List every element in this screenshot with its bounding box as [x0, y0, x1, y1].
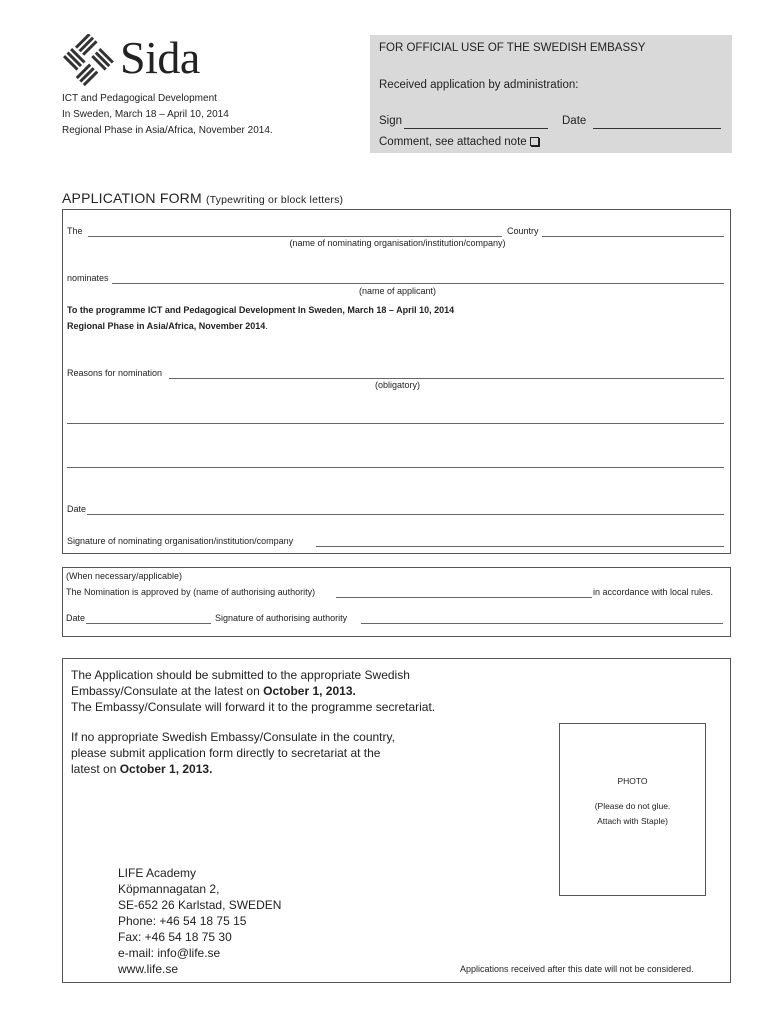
- official-use-box: [370, 35, 732, 153]
- approval-date-field[interactable]: [86, 623, 211, 624]
- address-line-1: LIFE Academy: [118, 866, 197, 880]
- date-label: Date: [562, 115, 587, 127]
- accordance-label: in accordance with local rules.: [593, 587, 714, 597]
- organisation-field[interactable]: [88, 236, 502, 237]
- authority-signature-field[interactable]: [361, 623, 723, 624]
- form-subtitle: (Typewriting or block letters): [205, 194, 344, 206]
- organisation-hint: (name of nominating organisation/institution/company): [289, 238, 506, 248]
- reasons-label: Reasons for nomination: [67, 368, 163, 378]
- logo-text: Sida: [120, 32, 200, 83]
- submission-line-2: Embassy/Consulate at the latest on October 1, 2013.: [71, 684, 356, 698]
- photo-box[interactable]: [559, 723, 706, 896]
- programme-line-1: To the programme ICT and Pedagogical Development In Sweden, March 18 – April 10, 2014: [67, 305, 455, 315]
- comment-label: Comment, see attached note: [379, 136, 527, 148]
- photo-note-1: (Please do not glue.: [594, 801, 671, 811]
- sign-field[interactable]: [404, 128, 548, 129]
- nomination-signature-field[interactable]: [316, 546, 724, 547]
- email-line: e-mail: info@life.se: [118, 946, 221, 960]
- sida-logo-mark-icon: [60, 34, 114, 86]
- footer-note: Applications received after this date will not be considered.: [460, 964, 694, 974]
- nomination-date-field[interactable]: [87, 514, 724, 515]
- submission-line-1: The Application should be submitted to the appropriate Swedish: [71, 668, 410, 682]
- date-field[interactable]: [593, 128, 721, 129]
- approval-date-label: Date: [66, 613, 86, 623]
- header-line-1: ICT and Pedagogical Development: [62, 93, 217, 104]
- received-label: Received application by administration:: [379, 79, 579, 91]
- country-label: Country: [507, 226, 539, 236]
- the-label: The: [67, 226, 83, 236]
- nomination-signature-label: Signature of nominating organisation/institution/company: [67, 536, 294, 546]
- nominates-label: nominates: [67, 273, 109, 283]
- obligatory-hint: (obligatory): [374, 380, 421, 390]
- header-line-2: In Sweden, March 18 – April 10, 2014: [62, 109, 229, 120]
- submission-line-4: If no appropriate Swedish Embassy/Consulate in the country,: [71, 730, 395, 744]
- approved-by-label: The Nomination is approved by (name of authorising authority): [66, 587, 316, 597]
- phone-line: Phone: +46 54 18 75 15: [118, 914, 247, 928]
- form-title: APPLICATION FORM (Typewriting or block letters): [62, 190, 344, 206]
- submission-line-3: The Embassy/Consulate will forward it to the programme secretariat.: [71, 700, 436, 714]
- approval-box: [62, 567, 731, 637]
- country-field[interactable]: [542, 236, 724, 237]
- submission-line-6: latest on October 1, 2013.: [71, 762, 213, 776]
- submission-line-5: please submit application form directly to secretariat at the: [71, 746, 381, 760]
- reasons-field-2[interactable]: [67, 423, 724, 424]
- authority-signature-label: Signature of authorising authority: [215, 613, 348, 623]
- applicant-field[interactable]: [112, 283, 724, 284]
- programme-line-2: Regional Phase in Asia/Africa, November 2014.: [67, 321, 268, 331]
- applicant-hint: (name of applicant): [358, 286, 437, 296]
- address-line-3: SE-652 26 Karlstad, SWEDEN: [118, 898, 282, 912]
- reasons-field-3[interactable]: [67, 467, 724, 468]
- reasons-field-1[interactable]: [169, 378, 724, 379]
- authority-field[interactable]: [336, 597, 592, 598]
- comment-checkbox[interactable]: [530, 137, 539, 146]
- address-line-2: Köpmannagatan 2,: [118, 882, 220, 896]
- sign-label: Sign: [379, 115, 403, 127]
- when-necessary-label: (When necessary/applicable): [66, 571, 183, 581]
- nomination-date-label: Date: [67, 504, 87, 514]
- header-line-3: Regional Phase in Asia/Africa, November 2014.: [62, 125, 273, 136]
- nomination-box: [62, 209, 731, 554]
- official-title: FOR OFFICIAL USE OF THE SWEDISH EMBASSY: [379, 42, 646, 54]
- photo-note-2: Attach with Staple): [597, 816, 668, 826]
- photo-title: PHOTO: [617, 776, 648, 786]
- website-line: www.life.se: [118, 962, 179, 976]
- fax-line: Fax: +46 54 18 75 30: [118, 930, 232, 944]
